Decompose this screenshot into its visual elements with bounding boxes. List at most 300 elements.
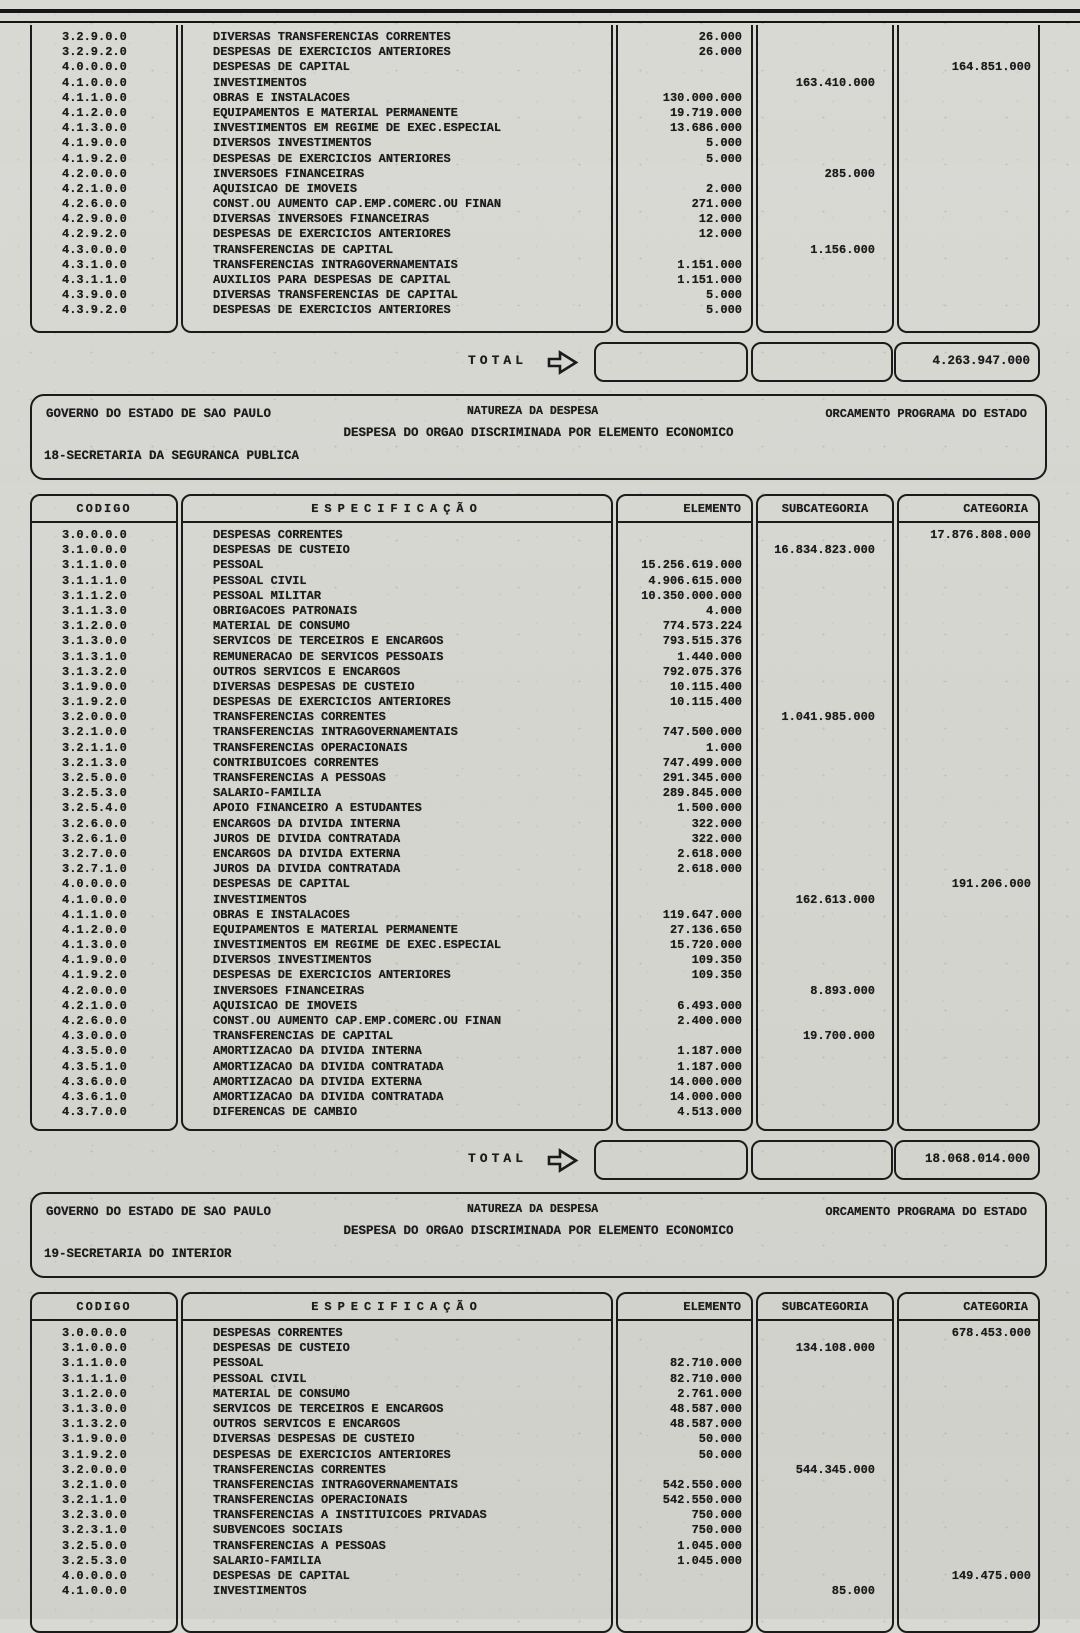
row-cell-sub <box>758 923 892 938</box>
row-cell-code: 4.1.1.0.0 <box>62 90 127 105</box>
row-cell-elem: 12.000 <box>698 212 742 227</box>
row-cell-cat: 191.206.000 <box>951 877 1031 892</box>
row-cell-cat: 149.475.000 <box>951 1569 1031 1583</box>
row-cell-cat <box>899 710 1038 725</box>
row-cell-spec: DESPESAS CORRENTES <box>213 528 343 542</box>
row-cell-elem <box>618 243 751 258</box>
row-cell-elem: 2.400.000 <box>677 1014 742 1028</box>
total-row-continuation <box>0 342 1080 382</box>
row-cell-cat <box>899 741 1038 756</box>
row-cell-cat <box>899 1060 1038 1075</box>
row-cell-sub <box>758 558 892 573</box>
row-cell-sub <box>758 1402 892 1417</box>
row-cell-elem: 2.000 <box>705 181 742 196</box>
elemento-rows <box>618 25 751 319</box>
row-cell-cat <box>899 45 1038 60</box>
row-cell-spec: CONST.OU AUMENTO CAP.EMP.COMERC.OU FINAN <box>213 1014 502 1028</box>
row-cell-sub <box>758 303 892 318</box>
row-cell-cat <box>899 1432 1038 1447</box>
row-cell-elem <box>618 1341 751 1356</box>
row-cell-cat <box>899 558 1038 573</box>
government-title: GOVERNO DO ESTADO DE SAO PAULO <box>46 1205 272 1219</box>
elemento-column <box>616 494 753 1131</box>
row-cell-sub <box>758 619 892 634</box>
row-cell-code: 3.1.1.1.0 <box>62 573 127 588</box>
row-cell-elem: 1.000 <box>705 740 742 755</box>
row-cell-spec: AUXILIOS PARA DESPESAS DE CAPITAL <box>213 273 451 287</box>
row-cell-elem: 1.187.000 <box>677 1044 742 1059</box>
total-elemento-box <box>594 1140 748 1180</box>
row-cell-code: 4.2.1.0.0 <box>62 998 127 1013</box>
row-cell-sub <box>758 1448 892 1463</box>
row-cell-elem <box>618 1326 751 1341</box>
categoria-rows <box>899 1321 1038 1599</box>
row-cell-code: 4.1.2.0.0 <box>62 105 127 120</box>
row-cell-code: 3.1.1.3.0 <box>62 603 127 618</box>
row-cell-spec: INVESTIMENTOS EM REGIME DE EXEC.ESPECIAL <box>213 121 502 136</box>
especificacao-column <box>181 1292 613 1633</box>
row-cell-sub <box>758 801 892 816</box>
row-cell-sub: 1.156.000 <box>810 242 875 257</box>
row-cell-cat <box>899 1539 1038 1554</box>
row-cell-sub <box>758 152 892 167</box>
row-cell-cat <box>899 1014 1038 1029</box>
row-cell-sub: 134.108.000 <box>795 1341 875 1356</box>
categoria-header: CATEGORIA <box>899 1294 1038 1321</box>
row-cell-elem: 48.587.000 <box>669 1417 742 1432</box>
row-cell-code: 4.2.6.0.0 <box>62 1014 127 1028</box>
row-cell-cat <box>899 212 1038 227</box>
codigo-column <box>30 25 178 333</box>
row-cell-elem: 750.000 <box>691 1523 742 1538</box>
row-cell-elem <box>618 60 751 75</box>
row-cell-cat <box>899 76 1038 91</box>
section-19-table <box>0 1292 1080 1633</box>
row-cell-elem: 50.000 <box>698 1432 742 1447</box>
row-cell-sub <box>758 1075 892 1090</box>
row-cell-code: 4.2.0.0.0 <box>62 983 127 998</box>
codigo-rows <box>32 523 176 1120</box>
program-title: ORCAMENTO PROGRAMA DO ESTADO <box>825 407 1027 421</box>
section-19-header-band <box>30 1192 1047 1278</box>
categoria-rows <box>899 25 1038 319</box>
row-cell-code: 4.1.3.0.0 <box>62 121 127 136</box>
row-cell-code: 4.1.9.2.0 <box>62 151 127 166</box>
row-cell-elem: 1.500.000 <box>677 801 742 816</box>
total-subcategoria-box <box>751 342 893 382</box>
row-cell-cat <box>899 695 1038 710</box>
row-cell-cat <box>899 167 1038 182</box>
row-cell-elem: 10.115.400 <box>669 679 742 694</box>
row-cell-cat <box>899 1341 1038 1356</box>
categoria-header: CATEGORIA <box>899 496 1038 523</box>
row-cell-cat <box>899 604 1038 619</box>
section-18-header-band <box>30 394 1047 480</box>
row-cell-code: 3.1.9.2.0 <box>62 695 127 710</box>
row-cell-sub <box>758 212 892 227</box>
row-cell-spec: DIVERSAS DESPESAS DE CUSTEIO <box>213 1432 415 1447</box>
row-cell-cat <box>899 893 1038 908</box>
row-cell-spec: TRANSFERENCIAS DE CAPITAL <box>213 1029 394 1044</box>
row-cell-cat <box>899 817 1038 832</box>
row-cell-sub <box>758 1387 892 1402</box>
row-cell-sub <box>758 771 892 786</box>
row-cell-code: 3.2.0.0.0 <box>62 710 127 725</box>
row-cell-code: 4.1.3.0.0 <box>62 938 127 953</box>
row-cell-spec: OBRAS E INSTALACOES <box>213 907 350 922</box>
row-cell-code: 4.3.0.0.0 <box>62 1029 127 1044</box>
especificacao-rows <box>183 1321 611 1599</box>
row-cell-cat <box>899 1372 1038 1387</box>
row-cell-sub <box>758 1326 892 1341</box>
elemento-rows <box>618 523 751 1120</box>
row-cell-sub <box>758 665 892 680</box>
row-cell-code: 4.3.7.0.0 <box>62 1105 127 1120</box>
row-cell-spec: DESPESAS DE CAPITAL <box>213 877 350 892</box>
row-cell-elem: 322.000 <box>691 816 742 831</box>
row-cell-elem: 19.719.000 <box>669 105 742 120</box>
row-cell-sub <box>758 634 892 649</box>
row-cell-elem: 130.000.000 <box>662 90 742 105</box>
row-cell-sub: 162.613.000 <box>795 892 875 907</box>
row-cell-elem: 82.710.000 <box>669 1356 742 1371</box>
row-cell-spec: DIFERENCAS DE CAMBIO <box>213 1105 358 1120</box>
row-cell-spec: OBRAS E INSTALACOES <box>213 90 350 105</box>
row-cell-code: 3.2.7.0.0 <box>62 846 127 861</box>
row-cell-cat <box>899 1478 1038 1493</box>
row-cell-cat <box>899 1417 1038 1432</box>
categoria-column <box>897 494 1040 1131</box>
row-cell-sub: 85.000 <box>831 1584 875 1599</box>
row-cell-spec: SERVICOS DE TERCEIROS E ENCARGOS <box>213 1401 444 1416</box>
row-cell-cat <box>899 197 1038 212</box>
row-cell-spec: TRANSFERENCIAS INTRAGOVERNAMENTAIS <box>213 257 458 272</box>
row-cell-cat <box>899 273 1038 288</box>
scanned-budget-page <box>0 9 1080 1619</box>
row-cell-sub <box>758 847 892 862</box>
row-cell-spec: CONST.OU AUMENTO CAP.EMP.COMERC.OU FINAN <box>213 197 502 212</box>
row-cell-spec: INVESTIMENTOS <box>213 75 307 90</box>
total-label: TOTAL <box>468 1151 528 1166</box>
row-cell-cat <box>899 786 1038 801</box>
subcategoria-header: SUBCATEGORIA <box>758 496 892 523</box>
row-cell-elem: 289.845.000 <box>662 786 742 801</box>
row-cell-sub <box>758 273 892 288</box>
row-cell-elem: 1.045.000 <box>677 1553 742 1568</box>
row-cell-elem: 15.256.619.000 <box>641 558 742 573</box>
row-cell-code: 4.3.6.0.0 <box>62 1074 127 1089</box>
row-cell-spec: APOIO FINANCEIRO A ESTUDANTES <box>213 801 422 816</box>
row-cell-elem: 14.000.000 <box>669 1074 742 1089</box>
row-cell-cat <box>899 847 1038 862</box>
row-cell-cat <box>899 243 1038 258</box>
elemento-header: ELEMENTO <box>618 1294 751 1321</box>
row-cell-spec: DESPESAS DE CAPITAL <box>213 1569 350 1583</box>
row-cell-sub: 19.700.000 <box>802 1029 875 1044</box>
row-cell-spec: MATERIAL DE CONSUMO <box>213 1386 350 1401</box>
row-cell-spec: DESPESAS CORRENTES <box>213 1326 343 1340</box>
row-cell-cat <box>899 938 1038 953</box>
row-cell-spec: AQUISICAO DE IMOVEIS <box>213 181 358 196</box>
government-title: GOVERNO DO ESTADO DE SAO PAULO <box>46 407 272 421</box>
row-cell-elem <box>618 893 751 908</box>
row-cell-cat <box>899 1044 1038 1059</box>
row-cell-spec: ENCARGOS DA DIVIDA INTERNA <box>213 816 401 831</box>
row-cell-cat <box>899 136 1038 151</box>
row-cell-sub <box>758 1417 892 1432</box>
row-cell-sub <box>758 832 892 847</box>
row-cell-sub <box>758 862 892 877</box>
row-cell-cat <box>899 1105 1038 1120</box>
row-cell-code: 3.2.5.0.0 <box>62 1538 127 1553</box>
row-cell-spec: SALARIO-FAMILIA <box>213 1553 322 1568</box>
row-cell-elem <box>618 1584 751 1599</box>
row-cell-sub <box>758 786 892 801</box>
categoria-column <box>897 1292 1040 1633</box>
row-cell-spec: DESPESAS DE EXERCICIOS ANTERIORES <box>213 151 451 166</box>
row-cell-cat <box>899 665 1038 680</box>
row-cell-spec: DIVERSAS TRANSFERENCIAS DE CAPITAL <box>213 288 458 303</box>
row-cell-cat <box>899 91 1038 106</box>
row-cell-spec: AQUISICAO DE IMOVEIS <box>213 998 358 1013</box>
row-cell-code: 4.2.0.0.0 <box>62 166 127 181</box>
row-cell-cat <box>899 1090 1038 1105</box>
row-cell-spec: JUROS DA DIVIDA CONTRATADA <box>213 862 401 877</box>
row-cell-sub <box>758 197 892 212</box>
row-cell-code: 3.0.0.0.0 <box>62 528 127 542</box>
row-cell-code: 4.2.1.0.0 <box>62 181 127 196</box>
row-cell-cat <box>899 1493 1038 1508</box>
row-cell-code: 3.2.1.0.0 <box>62 1477 127 1492</box>
row-cell-cat <box>899 619 1038 634</box>
row-cell-elem <box>618 543 751 558</box>
row-cell-code: 4.0.0.0.0 <box>62 1569 127 1583</box>
row-cell-elem: 747.499.000 <box>662 755 742 770</box>
row-cell-code: 4.1.0.0.0 <box>62 75 127 90</box>
row-cell-elem: 2.761.000 <box>677 1386 742 1401</box>
row-cell-sub <box>758 1090 892 1105</box>
row-cell-spec: PESSOAL <box>213 1356 264 1371</box>
row-cell-cat <box>899 634 1038 649</box>
row-cell-code: 4.1.9.0.0 <box>62 953 127 968</box>
row-cell-spec: INVESTIMENTOS EM REGIME DE EXEC.ESPECIAL <box>213 938 502 953</box>
row-cell-cat <box>899 1029 1038 1044</box>
row-cell-sub <box>758 953 892 968</box>
row-cell-spec: PESSOAL CIVIL <box>213 573 307 588</box>
row-cell-cat <box>899 288 1038 303</box>
elemento-rows <box>618 1321 751 1599</box>
total-elemento-box <box>594 342 748 382</box>
row-cell-elem: 774.573.224 <box>662 619 742 634</box>
row-cell-elem: 1.151.000 <box>677 273 742 287</box>
row-cell-code: 4.1.9.2.0 <box>62 968 127 983</box>
row-cell-spec: DESPESAS DE EXERCICIOS ANTERIORES <box>213 227 451 242</box>
elemento-column <box>616 25 753 333</box>
row-cell-sub <box>758 908 892 923</box>
row-cell-spec: TRANSFERENCIAS DE CAPITAL <box>213 242 394 257</box>
row-cell-code: 4.2.9.0.0 <box>62 212 127 227</box>
row-cell-code: 3.1.0.0.0 <box>62 1341 127 1356</box>
row-cell-spec: SUBVENCOES SOCIAIS <box>213 1523 343 1538</box>
row-cell-sub <box>758 1044 892 1059</box>
especificacao-rows <box>183 25 611 319</box>
row-cell-spec: EQUIPAMENTOS E MATERIAL PERMANENTE <box>213 105 458 120</box>
row-cell-spec: REMUNERACAO DE SERVICOS PESSOAIS <box>213 649 444 664</box>
row-cell-code: 4.1.2.0.0 <box>62 922 127 937</box>
row-cell-sub <box>758 45 892 60</box>
continuation-table <box>0 25 1080 333</box>
especificacao-column <box>181 494 613 1131</box>
row-cell-elem: 542.550.000 <box>662 1477 742 1492</box>
row-cell-cat <box>899 227 1038 242</box>
row-cell-code: 4.1.0.0.0 <box>62 892 127 907</box>
row-cell-elem <box>618 710 751 725</box>
row-cell-elem: 1.187.000 <box>677 1059 742 1074</box>
org-unit-label: 19-SECRETARIA DO INTERIOR <box>44 1247 232 1261</box>
row-cell-elem: 48.587.000 <box>669 1401 742 1416</box>
row-cell-spec: JUROS DE DIVIDA CONTRATADA <box>213 831 401 846</box>
row-cell-elem <box>618 877 751 892</box>
row-cell-code: 4.0.0.0.0 <box>62 60 127 75</box>
row-cell-code: 3.1.1.2.0 <box>62 588 127 603</box>
row-cell-elem: 15.720.000 <box>669 938 742 953</box>
row-cell-elem: 10.350.000.000 <box>641 588 742 603</box>
row-cell-code: 4.2.6.0.0 <box>62 197 127 212</box>
especificacao-rows <box>183 523 611 1120</box>
row-cell-spec: TRANSFERENCIAS CORRENTES <box>213 1462 386 1477</box>
row-cell-code: 4.0.0.0.0 <box>62 877 127 892</box>
row-cell-sub <box>758 1478 892 1493</box>
row-cell-code: 4.3.6.1.0 <box>62 1089 127 1104</box>
row-cell-sub: 16.834.823.000 <box>774 543 875 558</box>
row-cell-spec: EQUIPAMENTOS E MATERIAL PERMANENTE <box>213 922 458 937</box>
row-cell-sub <box>758 1493 892 1508</box>
row-cell-spec: AMORTIZACAO DA DIVIDA CONTRATADA <box>213 1089 444 1104</box>
row-cell-cat <box>899 1508 1038 1523</box>
row-cell-code: 3.2.6.0.0 <box>62 816 127 831</box>
row-cell-code: 3.1.3.0.0 <box>62 1401 127 1416</box>
row-cell-elem <box>618 1569 751 1584</box>
total-arrow-icon <box>545 1147 581 1179</box>
report-subtitle: DESPESA DO ORGAO DISCRIMINADA POR ELEMENTO ECONOMICO <box>343 1224 734 1238</box>
row-cell-spec: AMORTIZACAO DA DIVIDA CONTRATADA <box>213 1059 444 1074</box>
subcategoria-rows <box>758 523 892 1120</box>
row-cell-spec: OUTROS SERVICOS E ENCARGOS <box>213 664 401 679</box>
codigo-column <box>30 1292 178 1633</box>
row-cell-spec: INVESTIMENTOS <box>213 1584 307 1599</box>
row-cell-code: 3.1.1.1.0 <box>62 1371 127 1386</box>
row-cell-sub <box>758 136 892 151</box>
especificacao-column <box>181 25 613 333</box>
row-cell-spec: DESPESAS DE EXERCICIOS ANTERIORES <box>213 45 451 60</box>
row-cell-sub <box>758 258 892 273</box>
codigo-header: CODIGO <box>32 1294 176 1321</box>
row-cell-code: 3.2.9.2.0 <box>62 45 127 60</box>
row-cell-cat <box>899 152 1038 167</box>
row-cell-code: 3.2.1.1.0 <box>62 740 127 755</box>
row-cell-code: 3.2.7.1.0 <box>62 862 127 877</box>
row-cell-sub: 1.041.985.000 <box>781 710 875 725</box>
row-cell-sub <box>758 968 892 983</box>
row-cell-elem <box>618 76 751 91</box>
row-cell-spec: PESSOAL <box>213 558 264 573</box>
row-cell-cat <box>899 968 1038 983</box>
report-subtitle: DESPESA DO ORGAO DISCRIMINADA POR ELEMENTO ECONOMICO <box>343 426 734 440</box>
row-cell-spec: TRANSFERENCIAS OPERACIONAIS <box>213 740 408 755</box>
total-value: 18.068.014.000 <box>924 1152 1030 1166</box>
row-cell-code: 3.1.1.0.0 <box>62 1356 127 1371</box>
row-cell-elem: 10.115.400 <box>669 695 742 710</box>
row-cell-cat <box>899 1463 1038 1478</box>
row-cell-sub: 8.893.000 <box>810 983 875 998</box>
row-cell-spec: TRANSFERENCIAS A PESSOAS <box>213 1538 386 1553</box>
row-cell-code: 3.2.9.0.0 <box>62 30 127 44</box>
row-cell-elem <box>618 1463 751 1478</box>
row-cell-elem: 4.000 <box>705 603 742 618</box>
row-cell-code: 4.1.0.0.0 <box>62 1584 127 1599</box>
row-cell-sub <box>758 741 892 756</box>
row-cell-spec: DESPESAS DE EXERCICIOS ANTERIORES <box>213 968 451 983</box>
org-unit-label: 18-SECRETARIA DA SEGURANCA PUBLICA <box>44 449 300 463</box>
total-value: 4.263.947.000 <box>932 354 1030 368</box>
row-cell-cat <box>899 771 1038 786</box>
row-cell-spec: DESPESAS DE CUSTEIO <box>213 543 350 558</box>
row-cell-sub <box>758 182 892 197</box>
program-title: ORCAMENTO PROGRAMA DO ESTADO <box>825 1205 1027 1219</box>
row-cell-cat <box>899 1075 1038 1090</box>
row-cell-cat <box>899 756 1038 771</box>
row-cell-spec: INVERSOES FINANCEIRAS <box>213 983 365 998</box>
codigo-column <box>30 494 178 1131</box>
total-subcategoria-box <box>751 1140 893 1180</box>
row-cell-elem: 2.618.000 <box>677 862 742 877</box>
row-cell-cat <box>899 258 1038 273</box>
row-cell-code: 3.2.1.3.0 <box>62 755 127 770</box>
subcategoria-rows <box>758 25 892 319</box>
row-cell-elem: 792.075.376 <box>662 664 742 679</box>
total-arrow-icon <box>545 349 581 381</box>
row-cell-spec: INVESTIMENTOS <box>213 892 307 907</box>
row-cell-sub <box>758 528 892 543</box>
row-cell-spec: DESPESAS DE CUSTEIO <box>213 1341 350 1356</box>
row-cell-elem: 119.647.000 <box>662 907 742 922</box>
row-cell-code: 4.1.1.0.0 <box>62 907 127 922</box>
row-cell-code: 4.3.5.1.0 <box>62 1059 127 1074</box>
row-cell-sub <box>758 91 892 106</box>
row-cell-spec: AMORTIZACAO DA DIVIDA INTERNA <box>213 1044 422 1059</box>
row-cell-cat <box>899 1448 1038 1463</box>
row-cell-elem <box>618 984 751 999</box>
row-cell-elem: 109.350 <box>691 968 742 983</box>
subcategoria-header: SUBCATEGORIA <box>758 1294 892 1321</box>
row-cell-spec: PESSOAL CIVIL <box>213 1371 307 1386</box>
row-cell-elem: 5.000 <box>705 151 742 166</box>
row-cell-cat <box>899 1523 1038 1538</box>
row-cell-elem: 1.440.000 <box>677 649 742 664</box>
row-cell-code: 3.1.3.2.0 <box>62 664 127 679</box>
row-cell-code: 3.2.5.0.0 <box>62 771 127 785</box>
row-cell-spec: DESPESAS DE EXERCICIOS ANTERIORES <box>213 1447 451 1462</box>
row-cell-elem: 4.906.615.000 <box>648 573 742 588</box>
subcategoria-column <box>756 1292 894 1633</box>
row-cell-spec: TRANSFERENCIAS INTRAGOVERNAMENTAIS <box>213 1477 458 1492</box>
row-cell-code: 4.3.1.0.0 <box>62 257 127 272</box>
row-cell-elem: 5.000 <box>705 303 742 318</box>
subcategoria-column <box>756 25 894 333</box>
row-cell-sub <box>758 1432 892 1447</box>
row-cell-code: 4.1.9.0.0 <box>62 136 127 151</box>
row-cell-sub <box>758 999 892 1014</box>
